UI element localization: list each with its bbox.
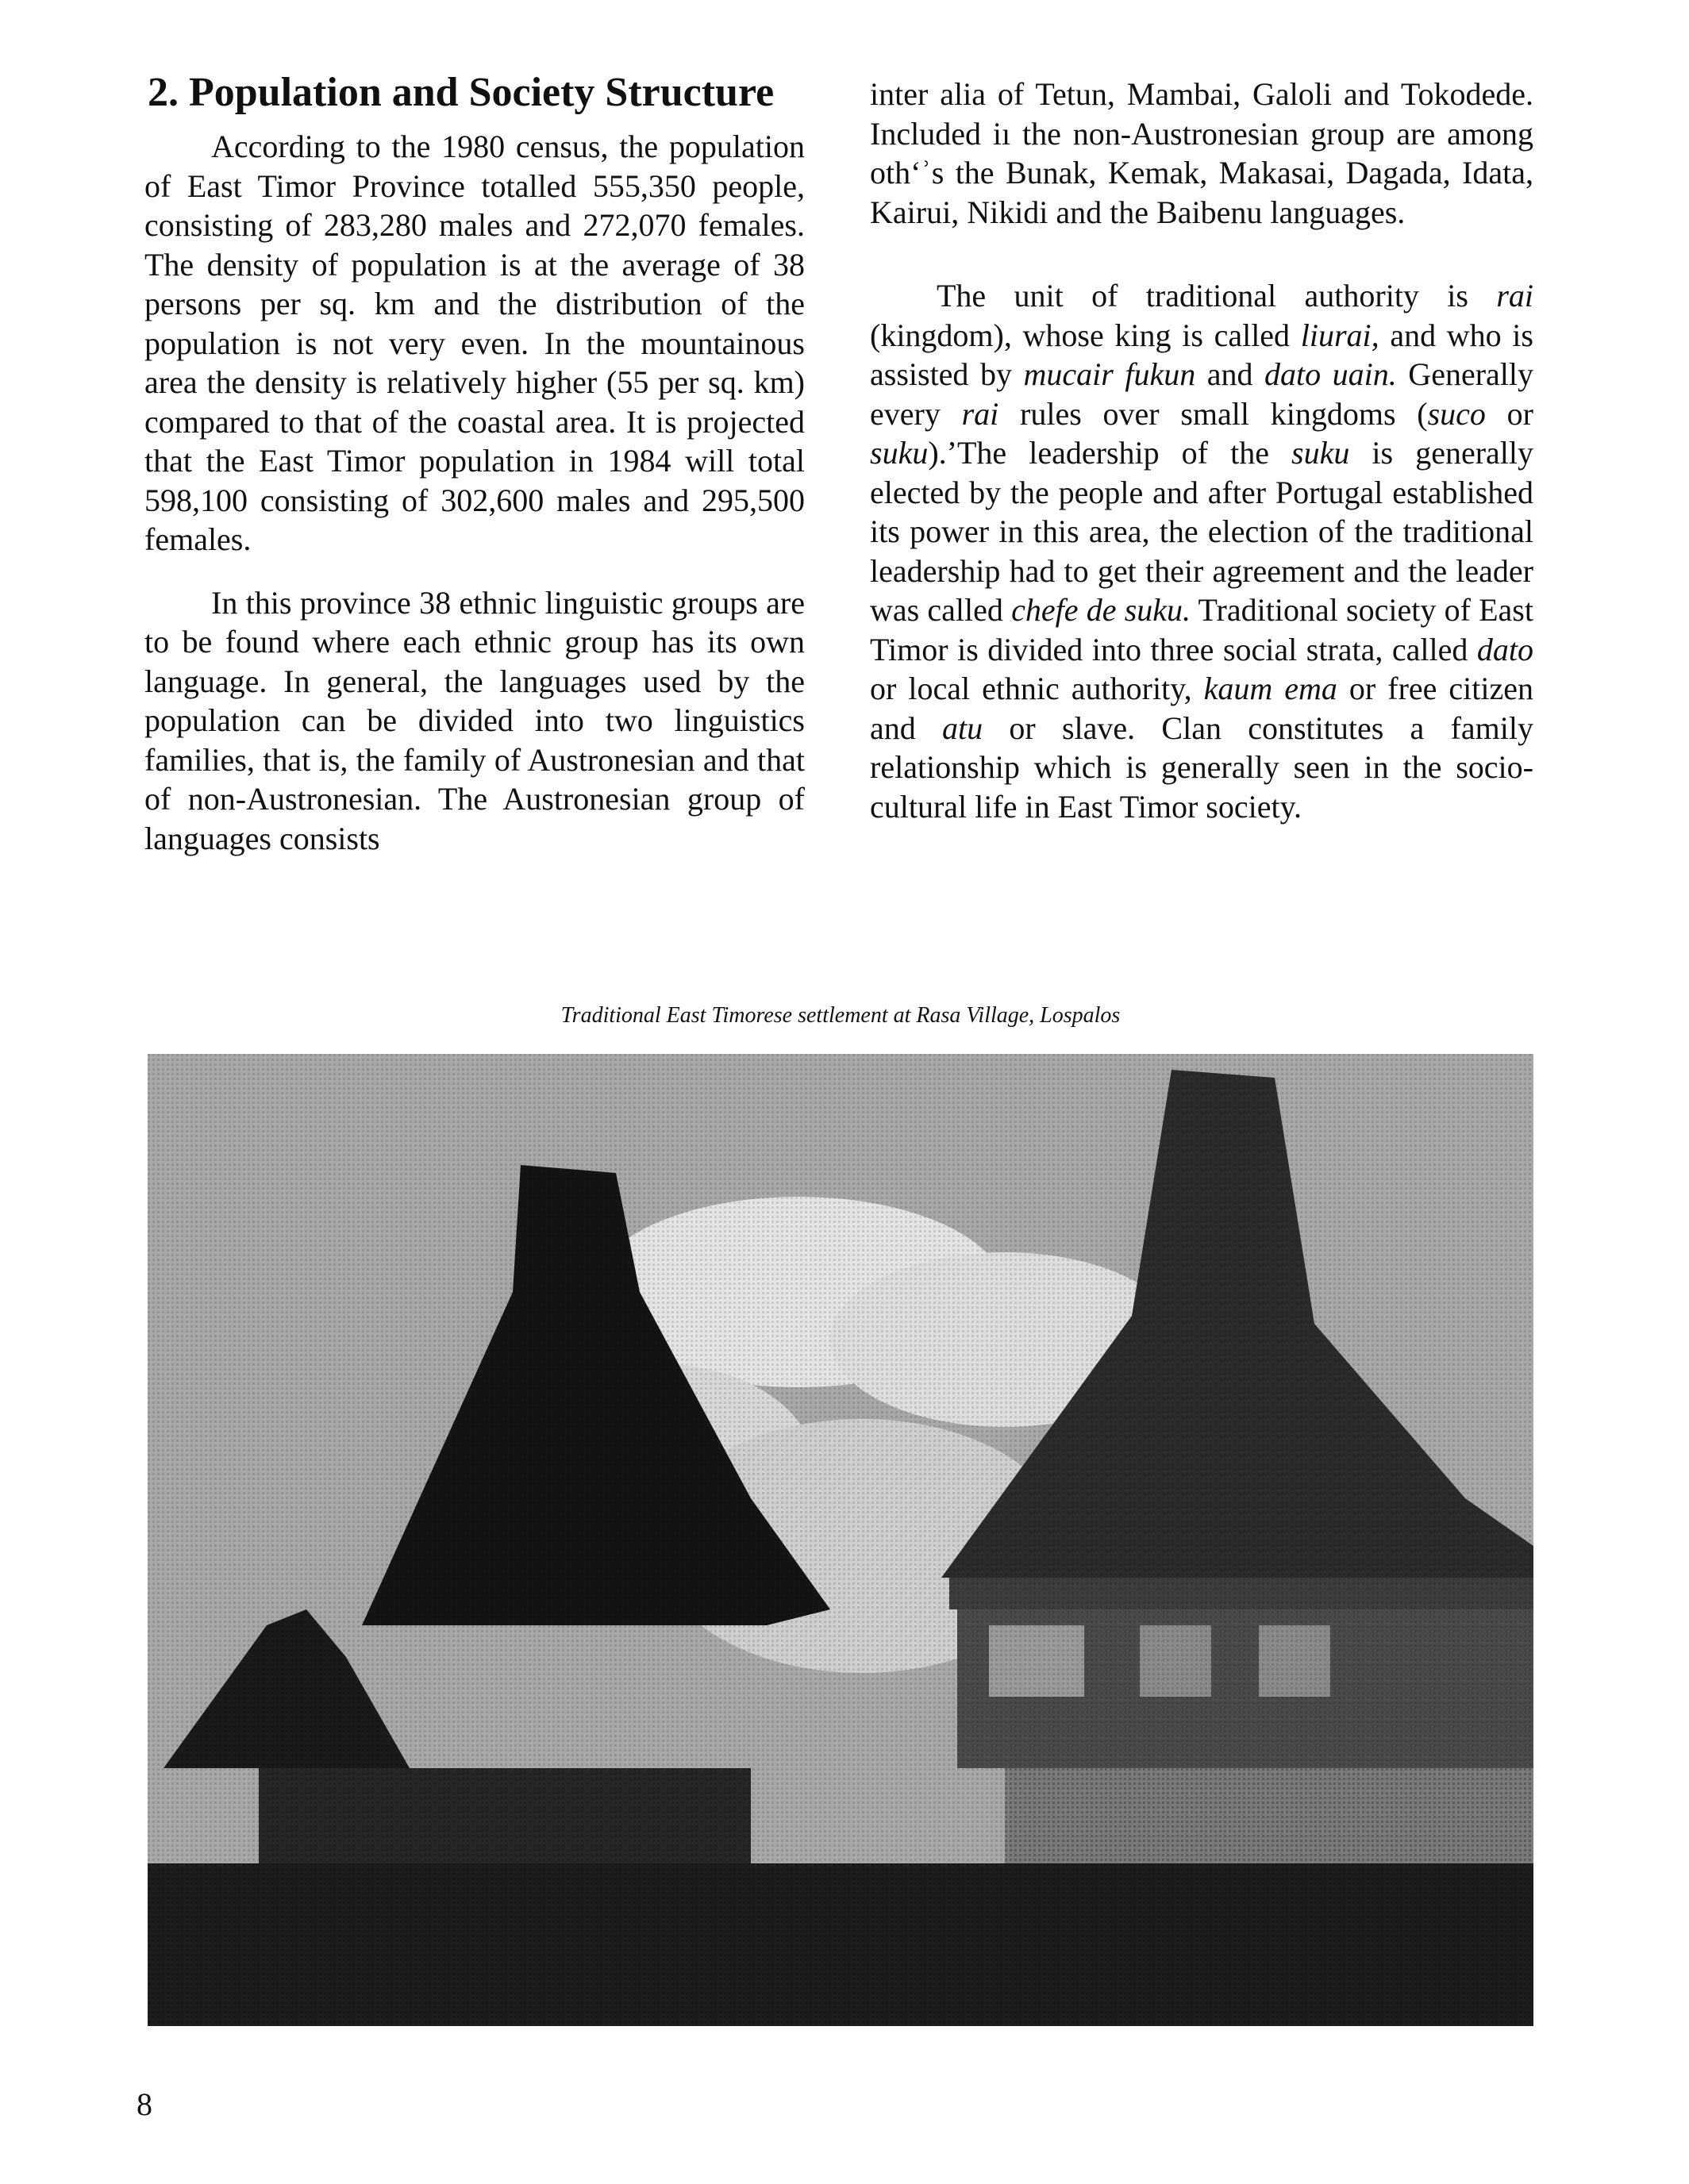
paragraph-ethnic-groups: In this province 38 ethnic linguistic groups are to be found where each ethnic group has its own language. In general, the languages used by the population can be divided into two linguistics families, that is, the family of Austronesian and that of non-Austronesian. The Austronesian group of languages consists (144, 584, 805, 856)
left-column (144, 127, 805, 858)
paragraph-languages: inter alia of Tetun, Mambai, Galoli and Tokodede. Included iı the non-Austronesian group are among othʻʾs the Bunak, Kemak, Makasai, Dagada, Idata, Kairui, Nikidi and the Baibenu languages. (870, 76, 1533, 230)
paragraph-census: According to the 1980 census, the population of East Timor Province totalled 555,350 people, consisting of 283,280 males and 272,070 females. The density of population is at the average of 38 persons per sq. km and the distribution of the population is not very even. In the mountainous area the density is relatively higher (55 per sq. km) compared to that of the coastal area. It is projected that the East Timor population in 1984 will total 598,100 consisting of 302,600 males and 295,500 females. (144, 129, 805, 557)
section-heading: 2. Population and Society Structure (148, 70, 775, 115)
paragraph-traditional-authority: The unit of traditional authority is rai (kingdom), whose king is called liurai, and who is assisted by mucair fukun and dato uain. Generally every rai rules over small kingdoms (suco or suku).ʼThe leadership of the suku is generally elected by the people and after Portugal established its power in this area, the election of the traditional leadership had to get their agreement and the leader was called chefe de suku. Traditional society of East Timor is divided into three social strata, called dato or local ethnic authority, kaum ema or free citizen and atu or slave. Clan constitutes a family relationship which is generally seen in the socio-cultural life in East Timor society. (870, 278, 1534, 825)
page-number: 8 (137, 2086, 152, 2122)
right-column (870, 75, 1533, 826)
settlement-photo-illustration (148, 1054, 1533, 2026)
figure-caption: Traditional East Timorese settlement at Rasa Village, Lospalos (560, 1003, 1121, 1028)
settlement-photo (148, 1054, 1533, 2026)
